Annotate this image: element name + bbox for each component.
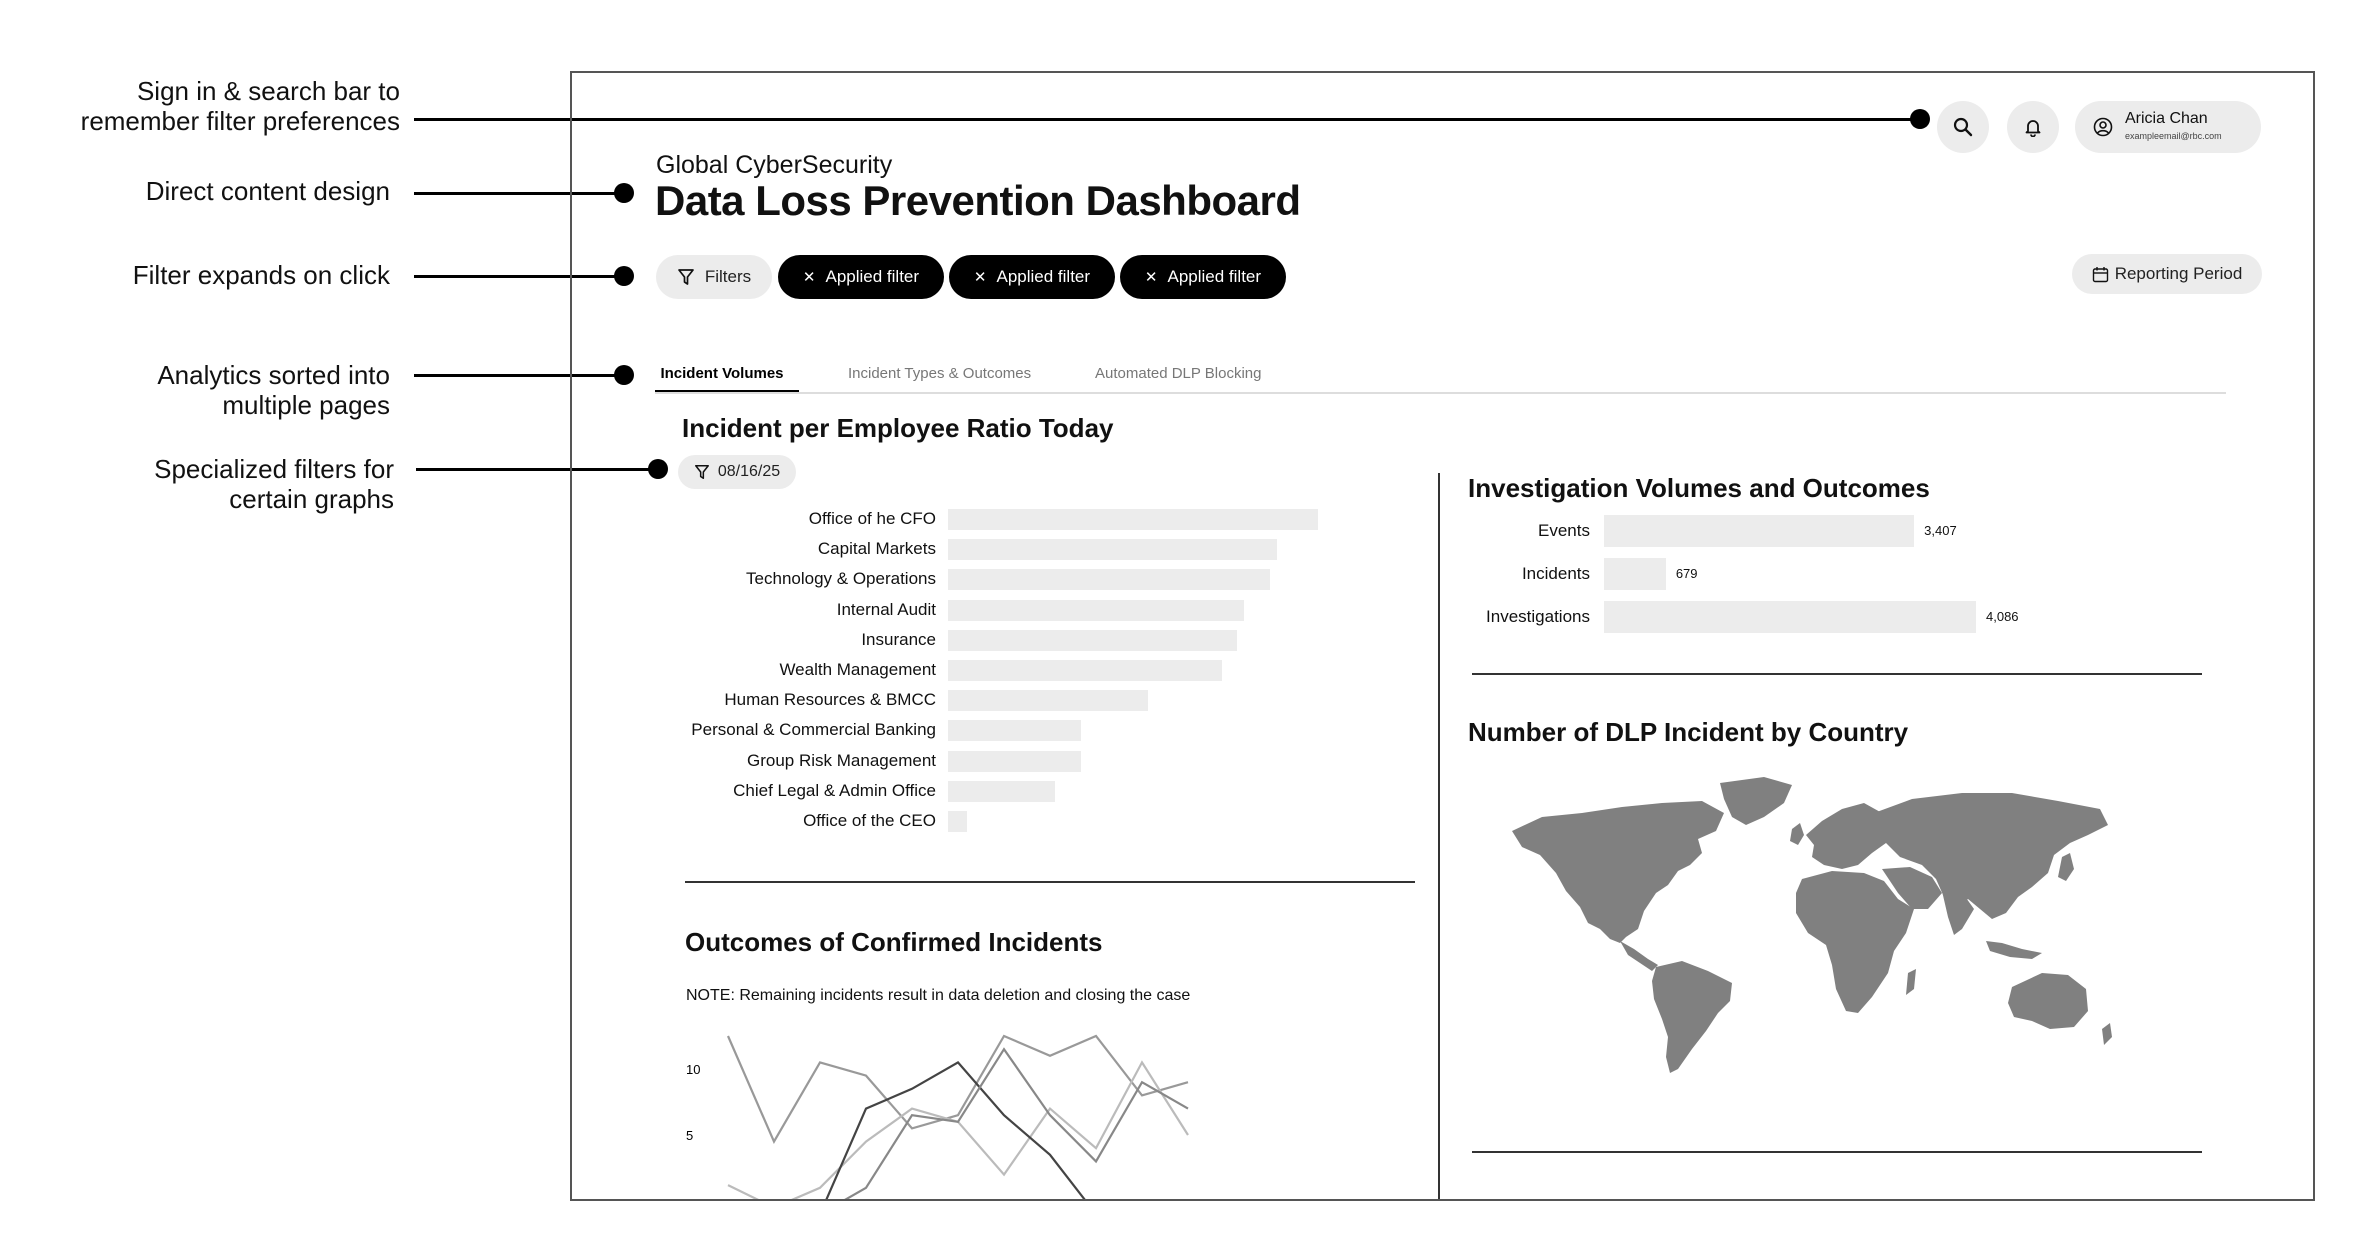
ratio-bar-chart <box>572 509 1472 839</box>
madagascar-shape <box>1906 969 1916 995</box>
ratio-bar-label: Insurance <box>861 629 936 649</box>
new-zealand-shape <box>2102 1023 2112 1045</box>
section-divider <box>1472 1151 2202 1153</box>
investigation-bar-label: Events <box>1538 521 1590 540</box>
outcome-series-line <box>728 1036 1188 1142</box>
applied-filter-label: Applied filter <box>996 267 1091 286</box>
investigation-value-label: 3,407 <box>1924 523 1957 538</box>
investigation-chart-title: Investigation Volumes and Outcomes <box>1468 473 1930 503</box>
tab-automated-dlp-blocking[interactable]: Automated DLP Blocking <box>1095 365 1262 382</box>
user-account-icon <box>2093 117 2113 137</box>
ratio-bar <box>948 720 1081 741</box>
date-filter-button[interactable] <box>678 455 796 489</box>
central-america-shape <box>1620 941 1658 971</box>
map-title: Number of DLP Incident by Country <box>1468 717 1909 747</box>
world-map <box>1502 773 2122 1083</box>
applied-filter-chip[interactable] <box>1120 255 1286 299</box>
outcomes-line-chart <box>682 1023 1242 1201</box>
user-email: exampleemail@rbc.com <box>2125 131 2222 141</box>
section-divider <box>1472 673 2202 675</box>
dashboard-frame <box>570 71 2315 1201</box>
remove-filter-icon[interactable]: ✕ <box>802 269 816 286</box>
ratio-bar-label: Office of he CFO <box>808 509 936 528</box>
user-name: Aricia Chan <box>2125 110 2208 127</box>
tabs-divider <box>655 392 2226 394</box>
annotation-line: multiple pages <box>222 390 390 420</box>
y-tick-label: 5 <box>686 1128 694 1143</box>
investigation-value-label: 4,086 <box>1986 609 2019 624</box>
search-icon <box>1952 116 1974 138</box>
outcome-series-line <box>820 1062 1096 1201</box>
ratio-bar <box>948 751 1081 772</box>
outcomes-chart-title: Outcomes of Confirmed Incidents <box>685 927 1103 957</box>
annotation-line: Sign in & search bar to <box>136 76 400 106</box>
australia-shape <box>2008 973 2088 1029</box>
annotation-line: certain graphs <box>229 484 394 514</box>
annotation-line: Specialized filters for <box>154 454 394 484</box>
annotation-line: Direct content design <box>145 176 390 206</box>
filters-label: Filters <box>704 267 752 286</box>
south-america-shape <box>1652 961 1732 1073</box>
investigation-bar <box>1604 558 1666 590</box>
outcome-series-line <box>728 1062 1188 1201</box>
investigation-bar-label: Investigations <box>1486 607 1590 626</box>
greenland-shape <box>1720 777 1792 825</box>
ratio-bar <box>948 539 1277 560</box>
tab-incident-volumes[interactable]: Incident Volumes <box>660 365 784 382</box>
page-subtitle: Global CyberSecurity <box>656 151 893 179</box>
ratio-bar <box>948 630 1237 651</box>
ratio-bar-label: Chief Legal & Admin Office <box>733 780 936 800</box>
applied-filter-label: Applied filter <box>1167 267 1262 286</box>
annotation-analytics-pages <box>157 360 390 420</box>
ratio-bar-label: Office of the CEO <box>803 811 936 830</box>
annotation-direct-content <box>146 176 390 206</box>
filter-icon <box>677 268 695 286</box>
column-divider <box>1438 473 1440 1201</box>
annotation-specialized-filters <box>154 454 394 514</box>
ratio-bar-label: Personal & Commercial Banking <box>691 720 936 740</box>
ratio-bar-label: Internal Audit <box>836 599 936 619</box>
investigation-bar-chart <box>1442 513 2202 633</box>
ratio-bar <box>948 660 1222 681</box>
user-menu[interactable] <box>2075 101 2261 153</box>
ratio-bar <box>948 781 1055 802</box>
investigation-bar <box>1604 515 1914 547</box>
annotation-filter-expand <box>133 260 390 290</box>
ratio-bar <box>948 569 1270 590</box>
section-divider <box>685 881 1415 883</box>
uk-shape <box>1790 823 1804 845</box>
north-america-shape <box>1512 801 1724 943</box>
ratio-chart-title: Incident per Employee Ratio Today <box>682 413 1114 443</box>
reporting-period-label: Reporting Period <box>2114 264 2243 283</box>
africa-shape <box>1796 871 1914 1013</box>
investigation-value-label: 679 <box>1675 566 1698 581</box>
japan-shape <box>2058 853 2074 881</box>
date-filter-label: 08/16/25 <box>717 463 781 480</box>
indonesia-shape <box>1986 941 2042 959</box>
ratio-bar <box>948 690 1148 711</box>
annotation-signin <box>81 76 400 136</box>
filters-button[interactable] <box>656 255 772 299</box>
ratio-bar-label: Capital Markets <box>817 539 936 559</box>
reporting-period-button[interactable] <box>2072 254 2262 294</box>
ratio-bar <box>948 509 1318 530</box>
applied-filter-chip[interactable] <box>778 255 944 299</box>
remove-filter-icon[interactable]: ✕ <box>1144 269 1158 286</box>
notifications-button[interactable] <box>2007 101 2059 153</box>
ratio-bar-label: Wealth Management <box>779 660 936 679</box>
applied-filter-label: Applied filter <box>825 267 920 286</box>
ratio-bar <box>948 811 967 832</box>
ratio-bar-label: Human Resources & BMCC <box>724 690 936 710</box>
investigation-bar <box>1604 601 1976 633</box>
remove-filter-icon[interactable]: ✕ <box>973 269 987 286</box>
investigation-bar-label: Incidents <box>1521 564 1590 583</box>
bell-icon <box>2023 117 2043 137</box>
ratio-bar-label: Technology & Operations <box>746 569 936 589</box>
page-title: Data Loss Prevention Dashboard <box>655 177 1301 224</box>
annotation-line: Filter expands on click <box>132 260 390 290</box>
calendar-icon <box>2092 266 2109 283</box>
ratio-bar-label: Group Risk Management <box>747 750 936 770</box>
applied-filter-chip[interactable] <box>949 255 1115 299</box>
filter-icon <box>694 464 710 480</box>
ratio-bar <box>948 600 1244 621</box>
outcome-series-line <box>820 1049 1188 1201</box>
y-tick-label: 10 <box>686 1062 701 1077</box>
search-button[interactable] <box>1937 101 1989 153</box>
outcomes-note: NOTE: Remaining incidents result in data deletion and closing the case <box>686 987 1191 1004</box>
annotation-line: remember filter preferences <box>80 106 400 136</box>
tab-incident-types-outcomes[interactable]: Incident Types & Outcomes <box>848 365 1032 382</box>
annotation-line: Analytics sorted into <box>157 360 390 390</box>
